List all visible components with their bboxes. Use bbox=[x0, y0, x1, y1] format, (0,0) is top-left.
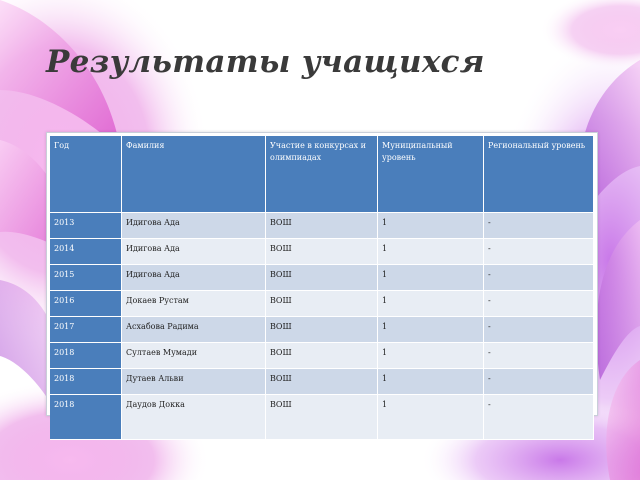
cell-regional: - bbox=[484, 343, 594, 369]
header-regional: Региональный уровень bbox=[484, 136, 594, 213]
slide-title: Результаты учащихся bbox=[46, 44, 485, 80]
cell-municipal: 1 bbox=[378, 343, 484, 369]
cell-municipal: 1 bbox=[378, 213, 484, 239]
cell-regional: - bbox=[484, 395, 594, 440]
cell-year: 2016 bbox=[50, 291, 122, 317]
cell-municipal: 1 bbox=[378, 239, 484, 265]
cell-participation: ВОШ bbox=[266, 343, 378, 369]
cell-participation: ВОШ bbox=[266, 369, 378, 395]
table-row bbox=[50, 317, 594, 343]
cell-year: 2015 bbox=[50, 265, 122, 291]
cell-year: 2013 bbox=[50, 213, 122, 239]
table-row bbox=[50, 213, 594, 239]
cell-name: Даудов Докка bbox=[122, 395, 266, 440]
table-row bbox=[50, 395, 594, 440]
cell-year: 2018 bbox=[50, 395, 122, 440]
cell-municipal: 1 bbox=[378, 317, 484, 343]
cell-participation: ВОШ bbox=[266, 265, 378, 291]
cell-participation: ВОШ bbox=[266, 239, 378, 265]
results-table-container bbox=[46, 132, 598, 416]
results-table bbox=[50, 136, 594, 440]
cell-participation: ВОШ bbox=[266, 213, 378, 239]
table-header-row bbox=[50, 136, 594, 213]
header-year: Год bbox=[50, 136, 122, 213]
cell-name: Идигова Ада bbox=[122, 213, 266, 239]
table-row bbox=[50, 239, 594, 265]
cell-regional: - bbox=[484, 239, 594, 265]
cell-regional: - bbox=[484, 369, 594, 395]
cell-year: 2017 bbox=[50, 317, 122, 343]
cell-name: Идигова Ада bbox=[122, 239, 266, 265]
cell-municipal: 1 bbox=[378, 395, 484, 440]
cell-municipal: 1 bbox=[378, 291, 484, 317]
cell-regional: - bbox=[484, 213, 594, 239]
cell-regional: - bbox=[484, 291, 594, 317]
cell-year: 2014 bbox=[50, 239, 122, 265]
cell-participation: ВОШ bbox=[266, 395, 378, 440]
cell-regional: - bbox=[484, 265, 594, 291]
cell-regional: - bbox=[484, 317, 594, 343]
cell-name: Идигова Ада bbox=[122, 265, 266, 291]
table-row bbox=[50, 343, 594, 369]
header-municipal: Муниципальный уровень bbox=[378, 136, 484, 213]
cell-year: 2018 bbox=[50, 343, 122, 369]
cell-participation: ВОШ bbox=[266, 291, 378, 317]
cell-name: Дутаев Альви bbox=[122, 369, 266, 395]
header-name: Фамилия bbox=[122, 136, 266, 213]
table-row bbox=[50, 291, 594, 317]
cell-name: Султаев Мумади bbox=[122, 343, 266, 369]
cell-name: Асхабова Радима bbox=[122, 317, 266, 343]
cell-name: Докаев Рустам bbox=[122, 291, 266, 317]
cell-year: 2018 bbox=[50, 369, 122, 395]
header-participation: Участие в конкурсах и олимпиадах bbox=[266, 136, 378, 213]
cell-municipal: 1 bbox=[378, 369, 484, 395]
table-row bbox=[50, 265, 594, 291]
table-row bbox=[50, 369, 594, 395]
cell-municipal: 1 bbox=[378, 265, 484, 291]
cell-participation: ВОШ bbox=[266, 317, 378, 343]
